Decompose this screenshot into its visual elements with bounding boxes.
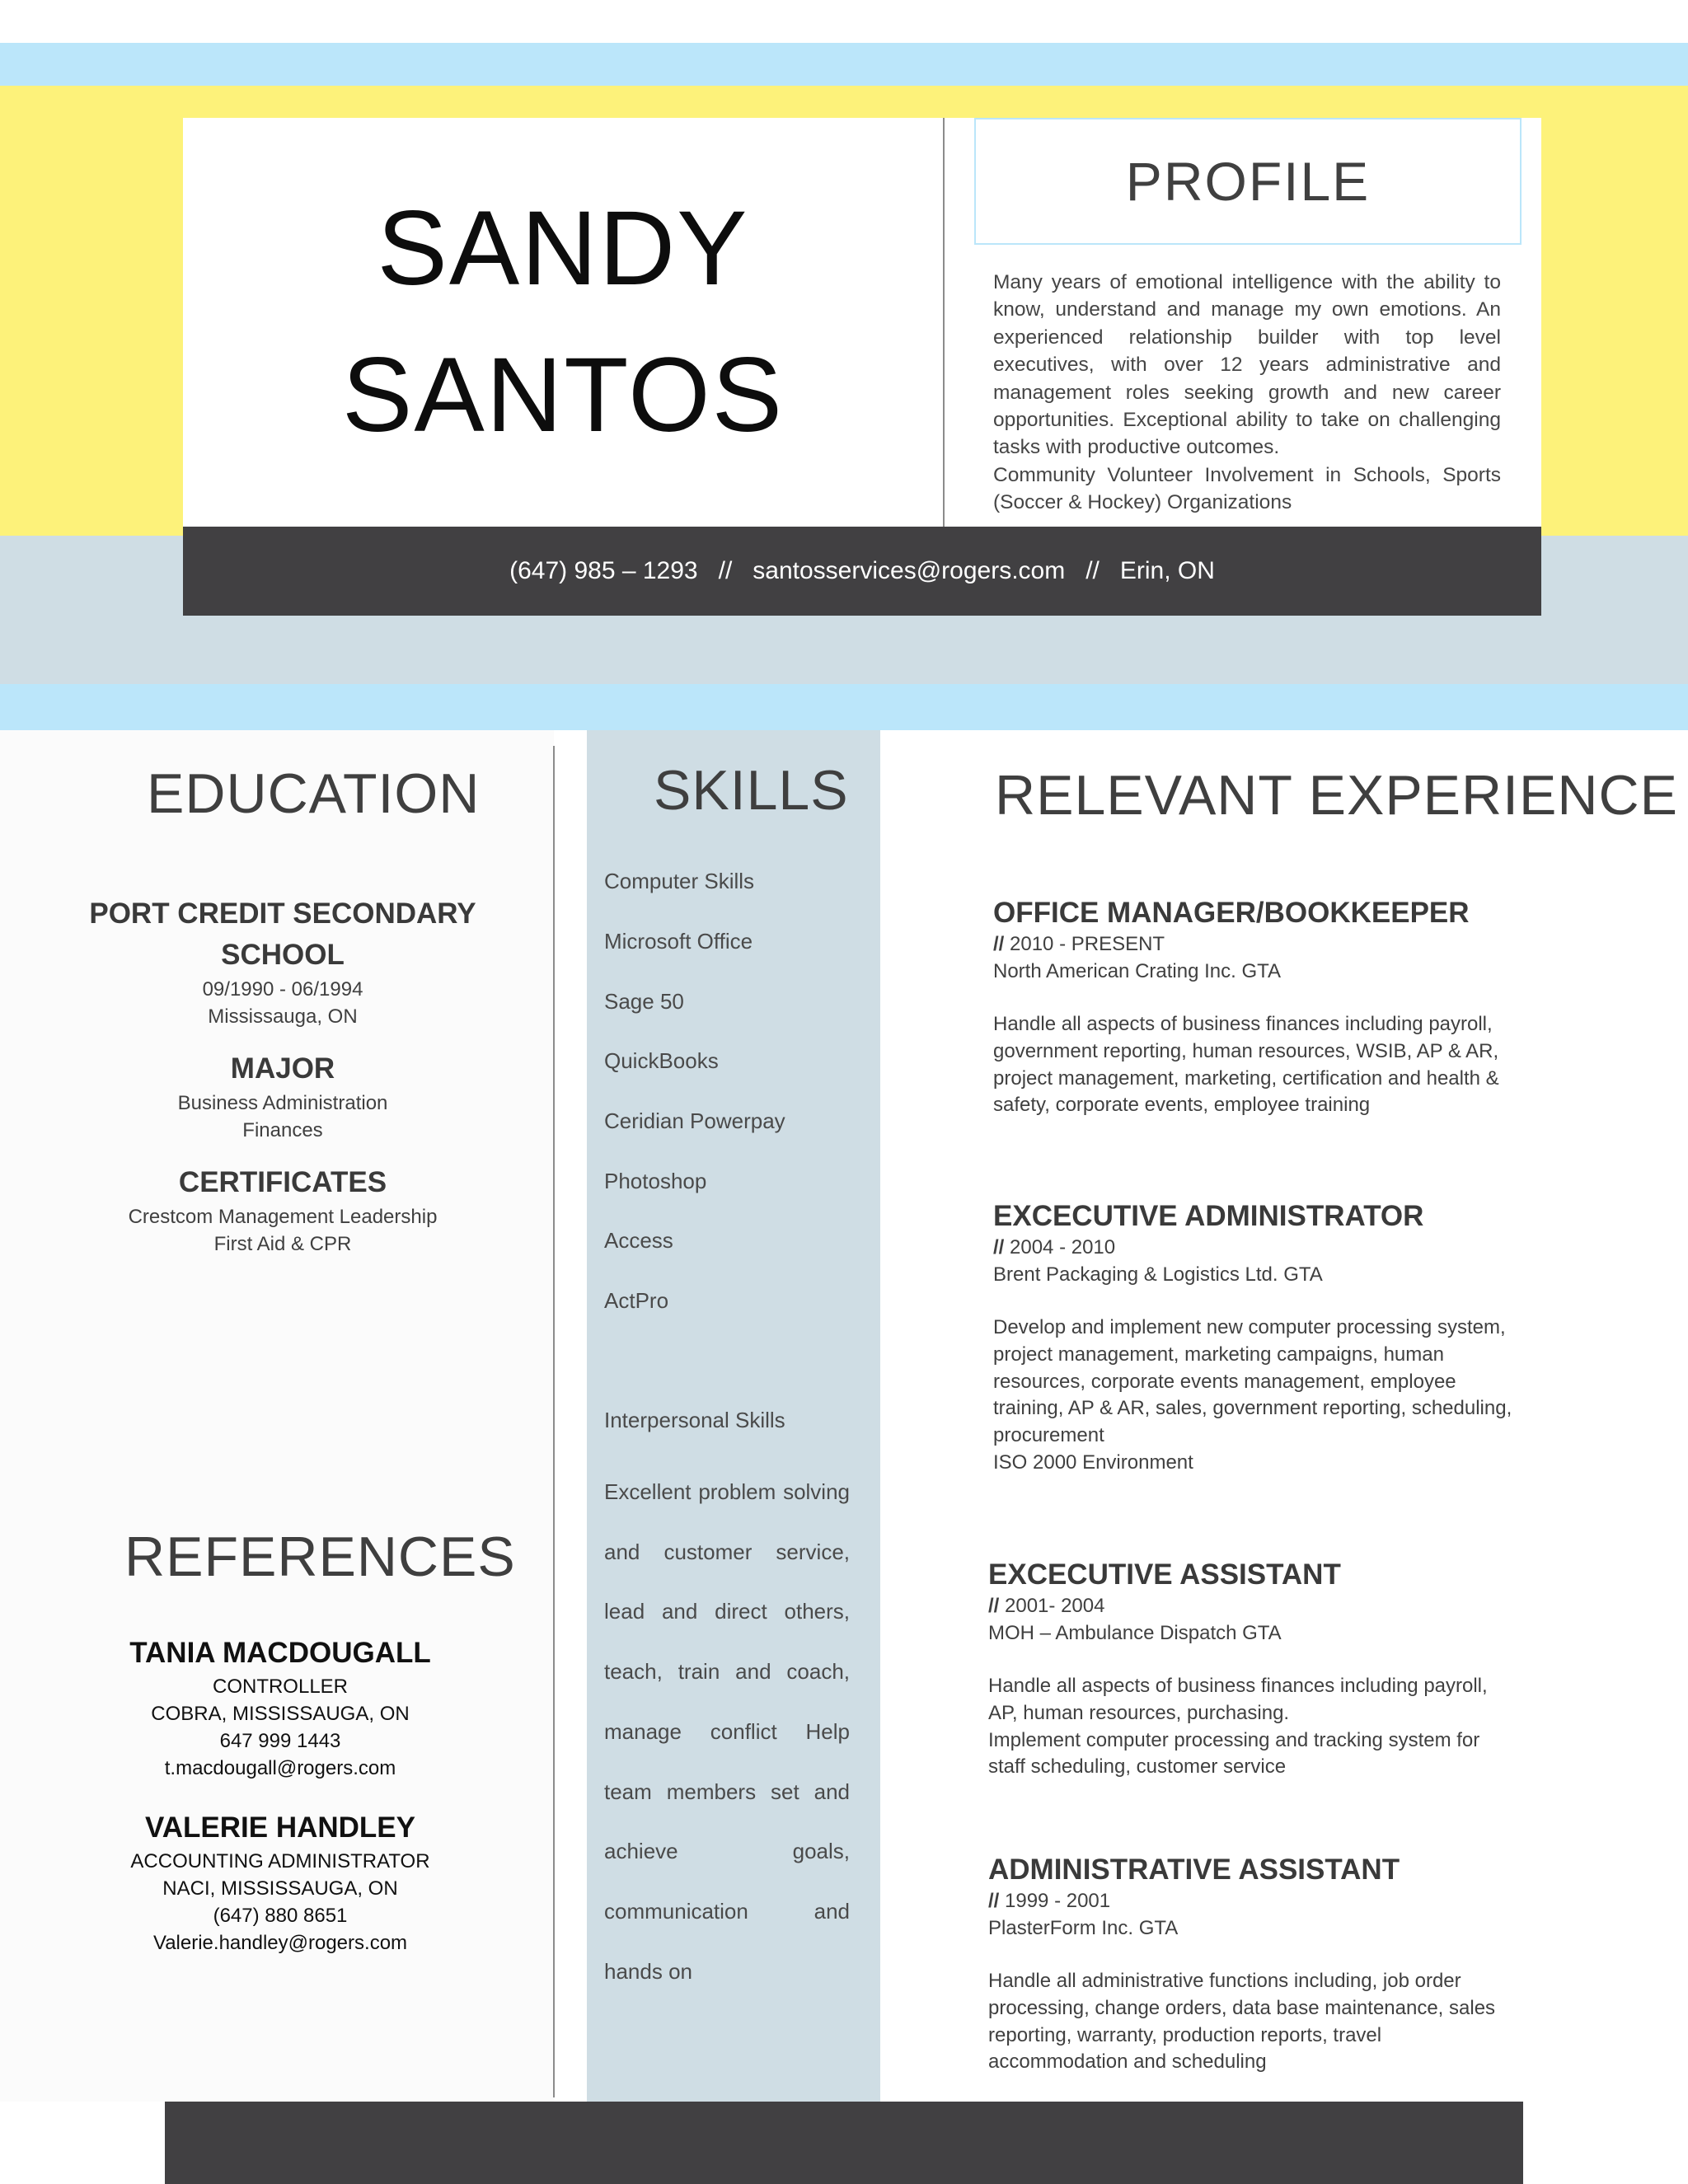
job-description [988, 1968, 1516, 2076]
skill-item: Access [604, 1228, 673, 1253]
skill-item: ActPro [604, 1288, 669, 1313]
profile-paragraph: Community Volunteer Involvement in Schools, Sports (Soccer & Hockey) Organizations [993, 463, 1501, 514]
school-dates: 09/1990 - 06/1994 [202, 978, 363, 1001]
job-description-line: Implement computer processing and tracking system for staff scheduling, customer service [988, 1728, 1480, 1779]
certificates-title: CERTIFICATES [178, 1166, 387, 1198]
job-dates: 2001- 2004 [999, 1595, 1105, 1617]
reference-role: CONTROLLER [212, 1675, 349, 1698]
job-entry [993, 1202, 1521, 1477]
major-line: Finances [242, 1119, 323, 1141]
footer-bar [165, 2102, 1523, 2184]
certificate-line: Crestcom Management Leadership [128, 1206, 438, 1228]
profile-heading-box [974, 118, 1522, 245]
job-entry [988, 1560, 1516, 1781]
job-description [993, 1315, 1521, 1477]
contact-info: (647) 985 – 1293 // santosservices@rogers.com // Erin, ON [509, 557, 1215, 584]
job-title: ADMINISTRATIVE ASSISTANT [988, 1854, 1400, 1886]
major-title: MAJOR [230, 1052, 335, 1085]
profile-summary [993, 269, 1501, 517]
job-company: North American Crating Inc. GTA [993, 960, 1282, 982]
reference-email: Valerie.handley@rogers.com [152, 1932, 408, 1954]
major-line: Business Administration [177, 1092, 388, 1114]
job-title: EXCECUTIVE ADMINISTRATOR [993, 1200, 1424, 1232]
header-divider [943, 118, 945, 527]
date-marker: // [988, 1890, 1000, 1912]
job-title: EXCECUTIVE ASSISTANT [988, 1558, 1341, 1591]
reference-card [33, 1808, 528, 1957]
profile-title: PROFILE [1125, 151, 1371, 212]
reference-card [33, 1633, 528, 1782]
date-marker: // [993, 1236, 1005, 1258]
skill-item: Ceridian Powerpay [604, 1108, 785, 1133]
date-marker: // [993, 933, 1005, 955]
first-name: SANDY [377, 190, 749, 307]
skill-item: Photoshop [604, 1169, 707, 1193]
certificate-line: First Aid & CPR [213, 1233, 352, 1255]
bottom-accent-band [0, 684, 1688, 730]
skill-item: Microsoft Office [604, 929, 753, 954]
job-description-line: ISO 2000 Environment [993, 1451, 1193, 1474]
reference-company: NACI, MISSISSAUGA, ON [162, 1877, 398, 1900]
experience-title: RELEVANT EXPERIENCE [995, 764, 1678, 827]
job-description-line: Develop and implement new computer processing system, project management, marketing campaigns, human resources, corporate events management, employee training, AP & AR, sales, government reporting, scheduling, procurement [993, 1316, 1512, 1447]
profile-paragraph: Many years of emotional intelligence with the ability to know, understand and manage my own emotions. An experienced relationship builder with top level executives, with over 12 years administrative and management roles seeking growth and new career opportunities. Exceptional ability to take on challenging tasks with productive outcomes. [993, 271, 1501, 459]
job-company: Brent Packaging & Logistics Ltd. GTA [993, 1263, 1323, 1286]
education-section [33, 893, 532, 1258]
reference-phone: 647 999 1443 [219, 1730, 341, 1752]
skill-item: QuickBooks [604, 1048, 719, 1073]
date-marker: // [988, 1595, 1000, 1617]
job-dates-line [988, 1592, 1516, 1619]
job-description [993, 1011, 1521, 1119]
reference-phone: (647) 880 8651 [213, 1905, 348, 1927]
job-description [988, 1673, 1516, 1781]
skill-item: Computer Skills [604, 869, 755, 893]
job-description-line: Handle all administrative functions including, job order processing, change orders, data base maintenance, sales reporting, warranty, production reports, travel accommodation and scheduling [988, 1970, 1496, 2074]
interpersonal-skills-text: Excellent problem solving and customer service, lead and direct others, teach, train and coach, manage conflict Help team members set and achieve goals, communication and hands on [604, 1479, 850, 1984]
reference-company: COBRA, MISSISSAUGA, ON [151, 1703, 410, 1725]
job-dates-line [988, 1887, 1516, 1915]
job-dates-line [993, 1234, 1521, 1261]
job-company: PlasterForm Inc. GTA [988, 1917, 1179, 1939]
reference-email: t.macdougall@rogers.com [164, 1757, 396, 1779]
reference-role: ACCOUNTING ADMINISTRATOR [130, 1850, 430, 1872]
job-company: MOH – Ambulance Dispatch GTA [988, 1622, 1282, 1644]
school-location: Mississauga, ON [208, 1005, 358, 1028]
education-title: EDUCATION [147, 762, 481, 825]
reference-name: TANIA MACDOUGALL [129, 1637, 431, 1669]
job-dates-line [993, 930, 1521, 958]
skills-title: SKILLS [654, 759, 849, 822]
job-dates: 2010 - PRESENT [1004, 933, 1165, 955]
job-entry [988, 1855, 1516, 2076]
job-description-line: Handle all aspects of business finances including payroll, government reporting, human resources, WSIB, AP & AR, project management, marketing, certification and health & safety, corporate events, employee training [993, 1013, 1499, 1117]
skill-item: Sage 50 [604, 989, 684, 1014]
job-title: OFFICE MANAGER/BOOKKEEPER [993, 897, 1470, 929]
column-divider [553, 746, 555, 2097]
school-name: PORT CREDIT SECONDARY [89, 898, 476, 930]
interpersonal-skills-label: Interpersonal Skills [604, 1408, 785, 1432]
last-name: SANTOS [342, 336, 784, 454]
job-dates: 2004 - 2010 [1004, 1236, 1116, 1258]
job-dates: 1999 - 2001 [999, 1890, 1111, 1912]
references-title: REFERENCES [124, 1526, 516, 1588]
job-entry [993, 898, 1521, 1119]
reference-name: VALERIE HANDLEY [145, 1811, 415, 1844]
top-accent-band [0, 43, 1688, 86]
contact-bar [183, 527, 1541, 616]
job-description-line: Handle all aspects of business finances including payroll, AP, human resources, purchasing. [988, 1675, 1488, 1724]
school-name-cont: SCHOOL [221, 939, 345, 971]
